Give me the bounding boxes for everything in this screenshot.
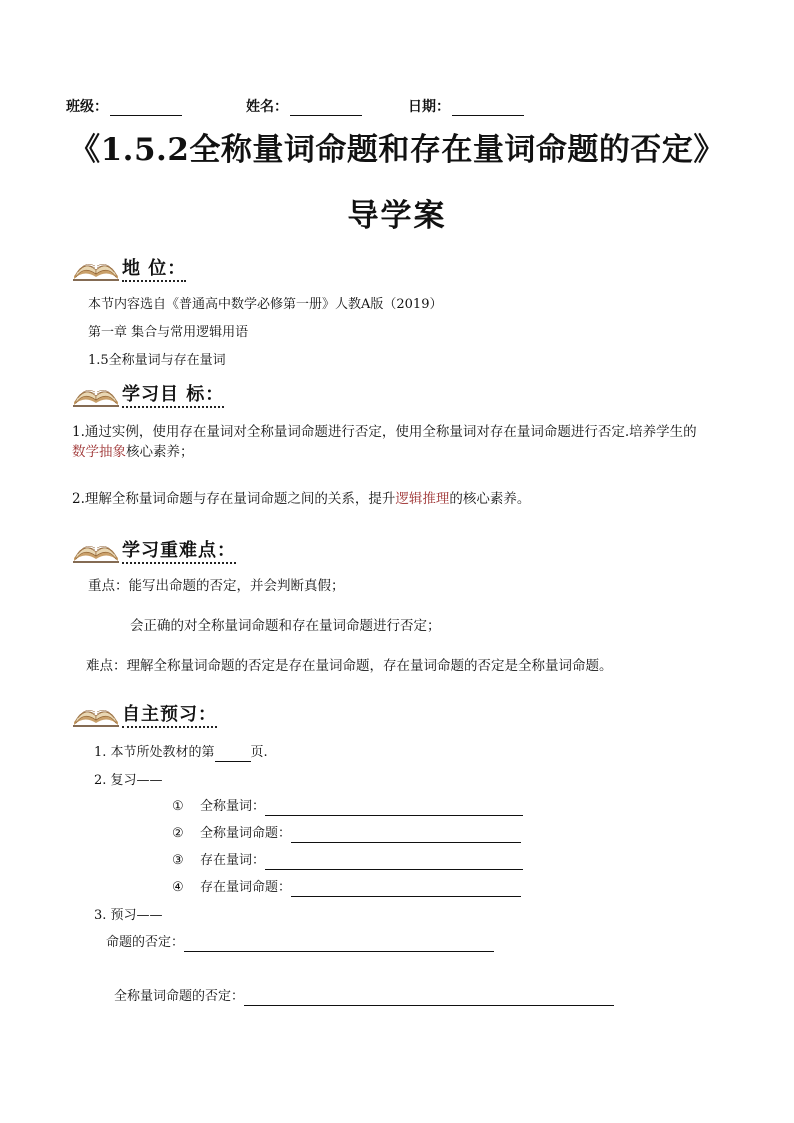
class-label: 班级：: [66, 99, 108, 115]
date-field[interactable]: [408, 96, 524, 116]
review-blank-1[interactable]: [265, 801, 523, 816]
name-label: 姓名：: [246, 99, 288, 115]
review-row-1: [172, 798, 523, 816]
goal-1-tail: 核心素养；: [126, 444, 194, 460]
section-difficulty-title: 学习重难点：: [122, 541, 236, 564]
date-label: 日期：: [408, 99, 450, 115]
universal-negation-row: [114, 988, 614, 1006]
preview-item-2: 2. 复习——: [94, 773, 163, 788]
goal-2: [72, 489, 530, 509]
universal-negation-label: 全称量词命题的否定：: [114, 989, 245, 1004]
goal-1-highlight: 数学抽象: [72, 444, 126, 460]
section-difficulty-heading: [72, 530, 236, 564]
review-label-1: 全称量词：: [200, 799, 266, 814]
review-blank-4[interactable]: [291, 882, 521, 897]
open-book-icon: [72, 538, 120, 564]
page-subtitle: 导学案: [347, 198, 447, 234]
review-label-3: 存在量词：: [200, 853, 266, 868]
open-book-icon: [72, 256, 120, 282]
class-field[interactable]: [66, 96, 182, 116]
page-number-blank[interactable]: [215, 747, 251, 762]
review-label-2: 全称量词命题：: [200, 826, 292, 841]
review-blank-2[interactable]: [291, 828, 521, 843]
section-position-title: 地 位：: [122, 259, 186, 282]
review-num-2: ②: [172, 826, 184, 841]
difficult-point: 难点：理解全称量词命题的否定是存在量词命题，存在量词命题的否定是全称量词命题。: [86, 658, 613, 674]
goal-2-text: 2.理解全称量词命题与存在量词命题之间的关系，提升: [72, 491, 396, 507]
review-num-4: ④: [172, 880, 184, 895]
preview-item-3: 3. 预习——: [94, 908, 163, 923]
goal-2-tail: 的核心素养。: [449, 491, 531, 507]
review-label-4: 存在量词命题：: [200, 880, 292, 895]
page-title: 《1.5.2全称量词命题和存在量词命题的否定》: [69, 132, 725, 168]
goal-2-highlight: 逻辑推理: [395, 491, 450, 507]
preview-item-1: [94, 744, 268, 762]
section-preview-heading: [72, 694, 217, 728]
review-row-3: [172, 852, 523, 870]
negation-blank[interactable]: [184, 937, 494, 952]
review-num-1: ①: [172, 799, 184, 814]
section-goals-heading: [72, 374, 224, 408]
review-blank-3[interactable]: [265, 855, 523, 870]
review-num-3: ③: [172, 853, 184, 868]
section-position-heading: [72, 248, 186, 282]
open-book-icon: [72, 382, 120, 408]
goal-1: [72, 422, 732, 462]
position-line-3: 1.5全称量词与存在量词: [88, 353, 226, 368]
position-line-1: 本节内容选自《普通高中数学必修第一册》人教A版（2019）: [88, 297, 443, 312]
negation-label: 命题的否定：: [106, 935, 185, 950]
section-goals-title: 学习目 标：: [122, 385, 224, 408]
date-blank[interactable]: [452, 100, 524, 116]
position-line-2: 第一章 集合与常用逻辑用语: [88, 325, 249, 340]
review-row-2: [172, 825, 521, 843]
class-blank[interactable]: [110, 100, 182, 116]
goal-1-text: 1.通过实例，使用存在量词对全称量词命题进行否定，使用全称量词对存在量词命题进行否定.培养学生的: [72, 424, 697, 440]
review-row-4: [172, 879, 521, 897]
name-blank[interactable]: [290, 100, 362, 116]
key-point-2: 会正确的对全称量词命题和存在量词命题进行否定；: [130, 618, 441, 634]
open-book-icon: [72, 702, 120, 728]
section-preview-title: 自主预习：: [122, 705, 217, 728]
preview-item-1-text: 1. 本节所处教材的第: [94, 745, 215, 760]
preview-item-1-tail: 页.: [250, 745, 268, 760]
name-field[interactable]: [246, 96, 362, 116]
universal-negation-blank[interactable]: [244, 991, 614, 1006]
student-info-line: [0, 96, 794, 118]
negation-row: [106, 934, 494, 952]
key-point-1: 重点：能写出命题的否定，并会判断真假；: [88, 578, 345, 594]
